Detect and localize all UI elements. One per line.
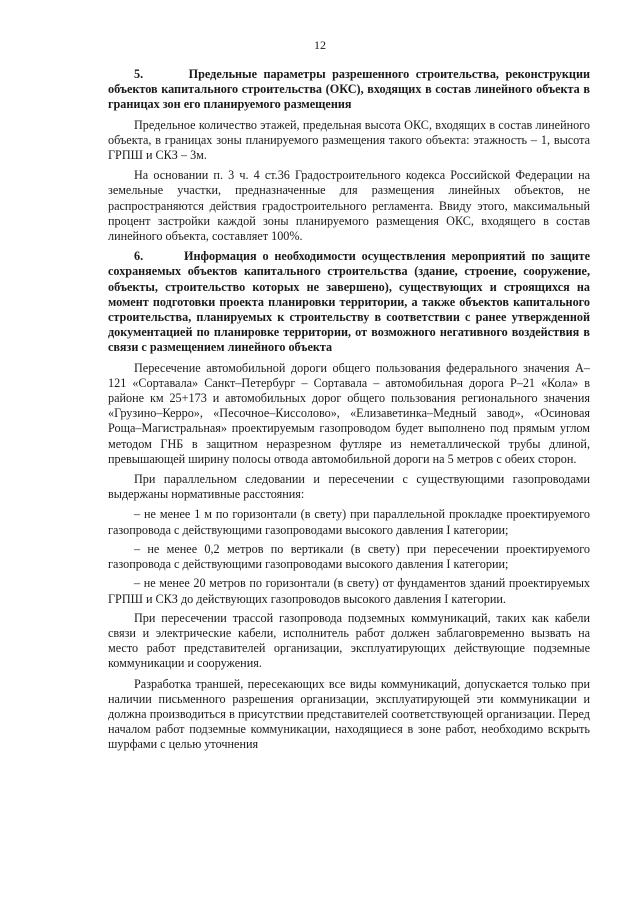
section-6-paragraph-4: Разработка траншей, пересекающих все виды коммуникаций, допускается только при наличии письменного разрешения организации, эксплуатирующей эти коммуникации и должна производиться в присутствии представителей соответствующей организации. Перед началом работ подземные коммуникации, находящиеся в зоне работ, необходимо вскрыть шурфами с целью уточнения <box>108 676 590 752</box>
list-item: – не менее 1 м по горизонтали (в свету) при параллельной прокладке проектируемого газопровода с действующими газопроводами высокого давления I категории; <box>108 507 590 537</box>
list-item: – не менее 0,2 метров по вертикали (в свету) при пересечении проектируемого газопровода с действующими газопроводами высокого давления I категории; <box>108 541 590 572</box>
list-item: – не менее 20 метров по горизонтали (в свету) от фундаментов зданий проектируемых ГРПШ и СКЗ до действующих газопроводов высокого давления I категории. <box>108 576 590 606</box>
section-5-paragraph-1: Предельное количество этажей, предельная высота ОКС, входящих в состав линейного объекта, в границах зоны планируемого размещения такого объекта: этажность – 1, высота ГРПШ и СКЗ – 3м. <box>108 117 590 163</box>
section-5-paragraph-2: На основании п. 3 ч. 4 ст.36 Градостроительного кодекса Российской Федерации на земельные участки, предназначенные для размещения линейных объектов, не распространяются действия градостроительного регламента. Ввиду этого, максимальный процент застройки каждой зоны планируемого размещения ОКС, входящего в состав линейного объекта, составляет 100%. <box>108 168 590 244</box>
page-number: 12 <box>314 38 326 52</box>
section-6-paragraph-2: При параллельном следовании и пересечении с существующими газопроводами выдержаны нормативные расстояния: <box>108 472 590 502</box>
section-6-paragraph-3: При пересечении трассой газопровода подземных коммуникаций, таких как кабели связи и электрические кабели, исполнитель работ должен заблаговременно вызвать на место работ представителей организации, эксплуатирующих действующие подземные коммуникации и сооружения. <box>108 610 590 671</box>
page-content <box>108 67 590 758</box>
section-6-heading: 6. Информация о необходимости осуществления мероприятий по защите сохраняемых объектов капитального строительства (здание, строение, сооружение, объекты, строительство которых не завершено), существующих и строящихся на момент подготовки проекта планировки территории, а также объектов капитального строительства, планируемых к строительству в соответствии с ранее утвержденной документацией по планировке территории, от возможного негативного воздействия в связи с размещением линейного объекта <box>108 249 590 355</box>
section-6-paragraph-1: Пересечение автомобильной дороги общего пользования федерального значения А–121 «Сортавала» Санкт–Петербург – Сортавала – автомобильная дорога Р–21 «Кола» в районе км 25+173 и автомобильных дорог общего пользования регионального значения «Грузино–Керро», «Песочное–Киссолово», «Елизаветинка–Медный завод», «Осиновая Роща–Магистральная» проектируемым газопроводом будет выполнено под прямым углом методом ГНБ в защитном неразрезном футляре из неметаллической трубы длиной, превышающей ширину полосы отвода автомобильной дороги на 5 метров с обеих сторон. <box>108 360 590 466</box>
section-5-heading: 5. Предельные параметры разрешенного строительства, реконструкции объектов капитального строительства (ОКС), входящих в состав линейного объекта в границах зон его планируемого размещения <box>108 67 590 112</box>
